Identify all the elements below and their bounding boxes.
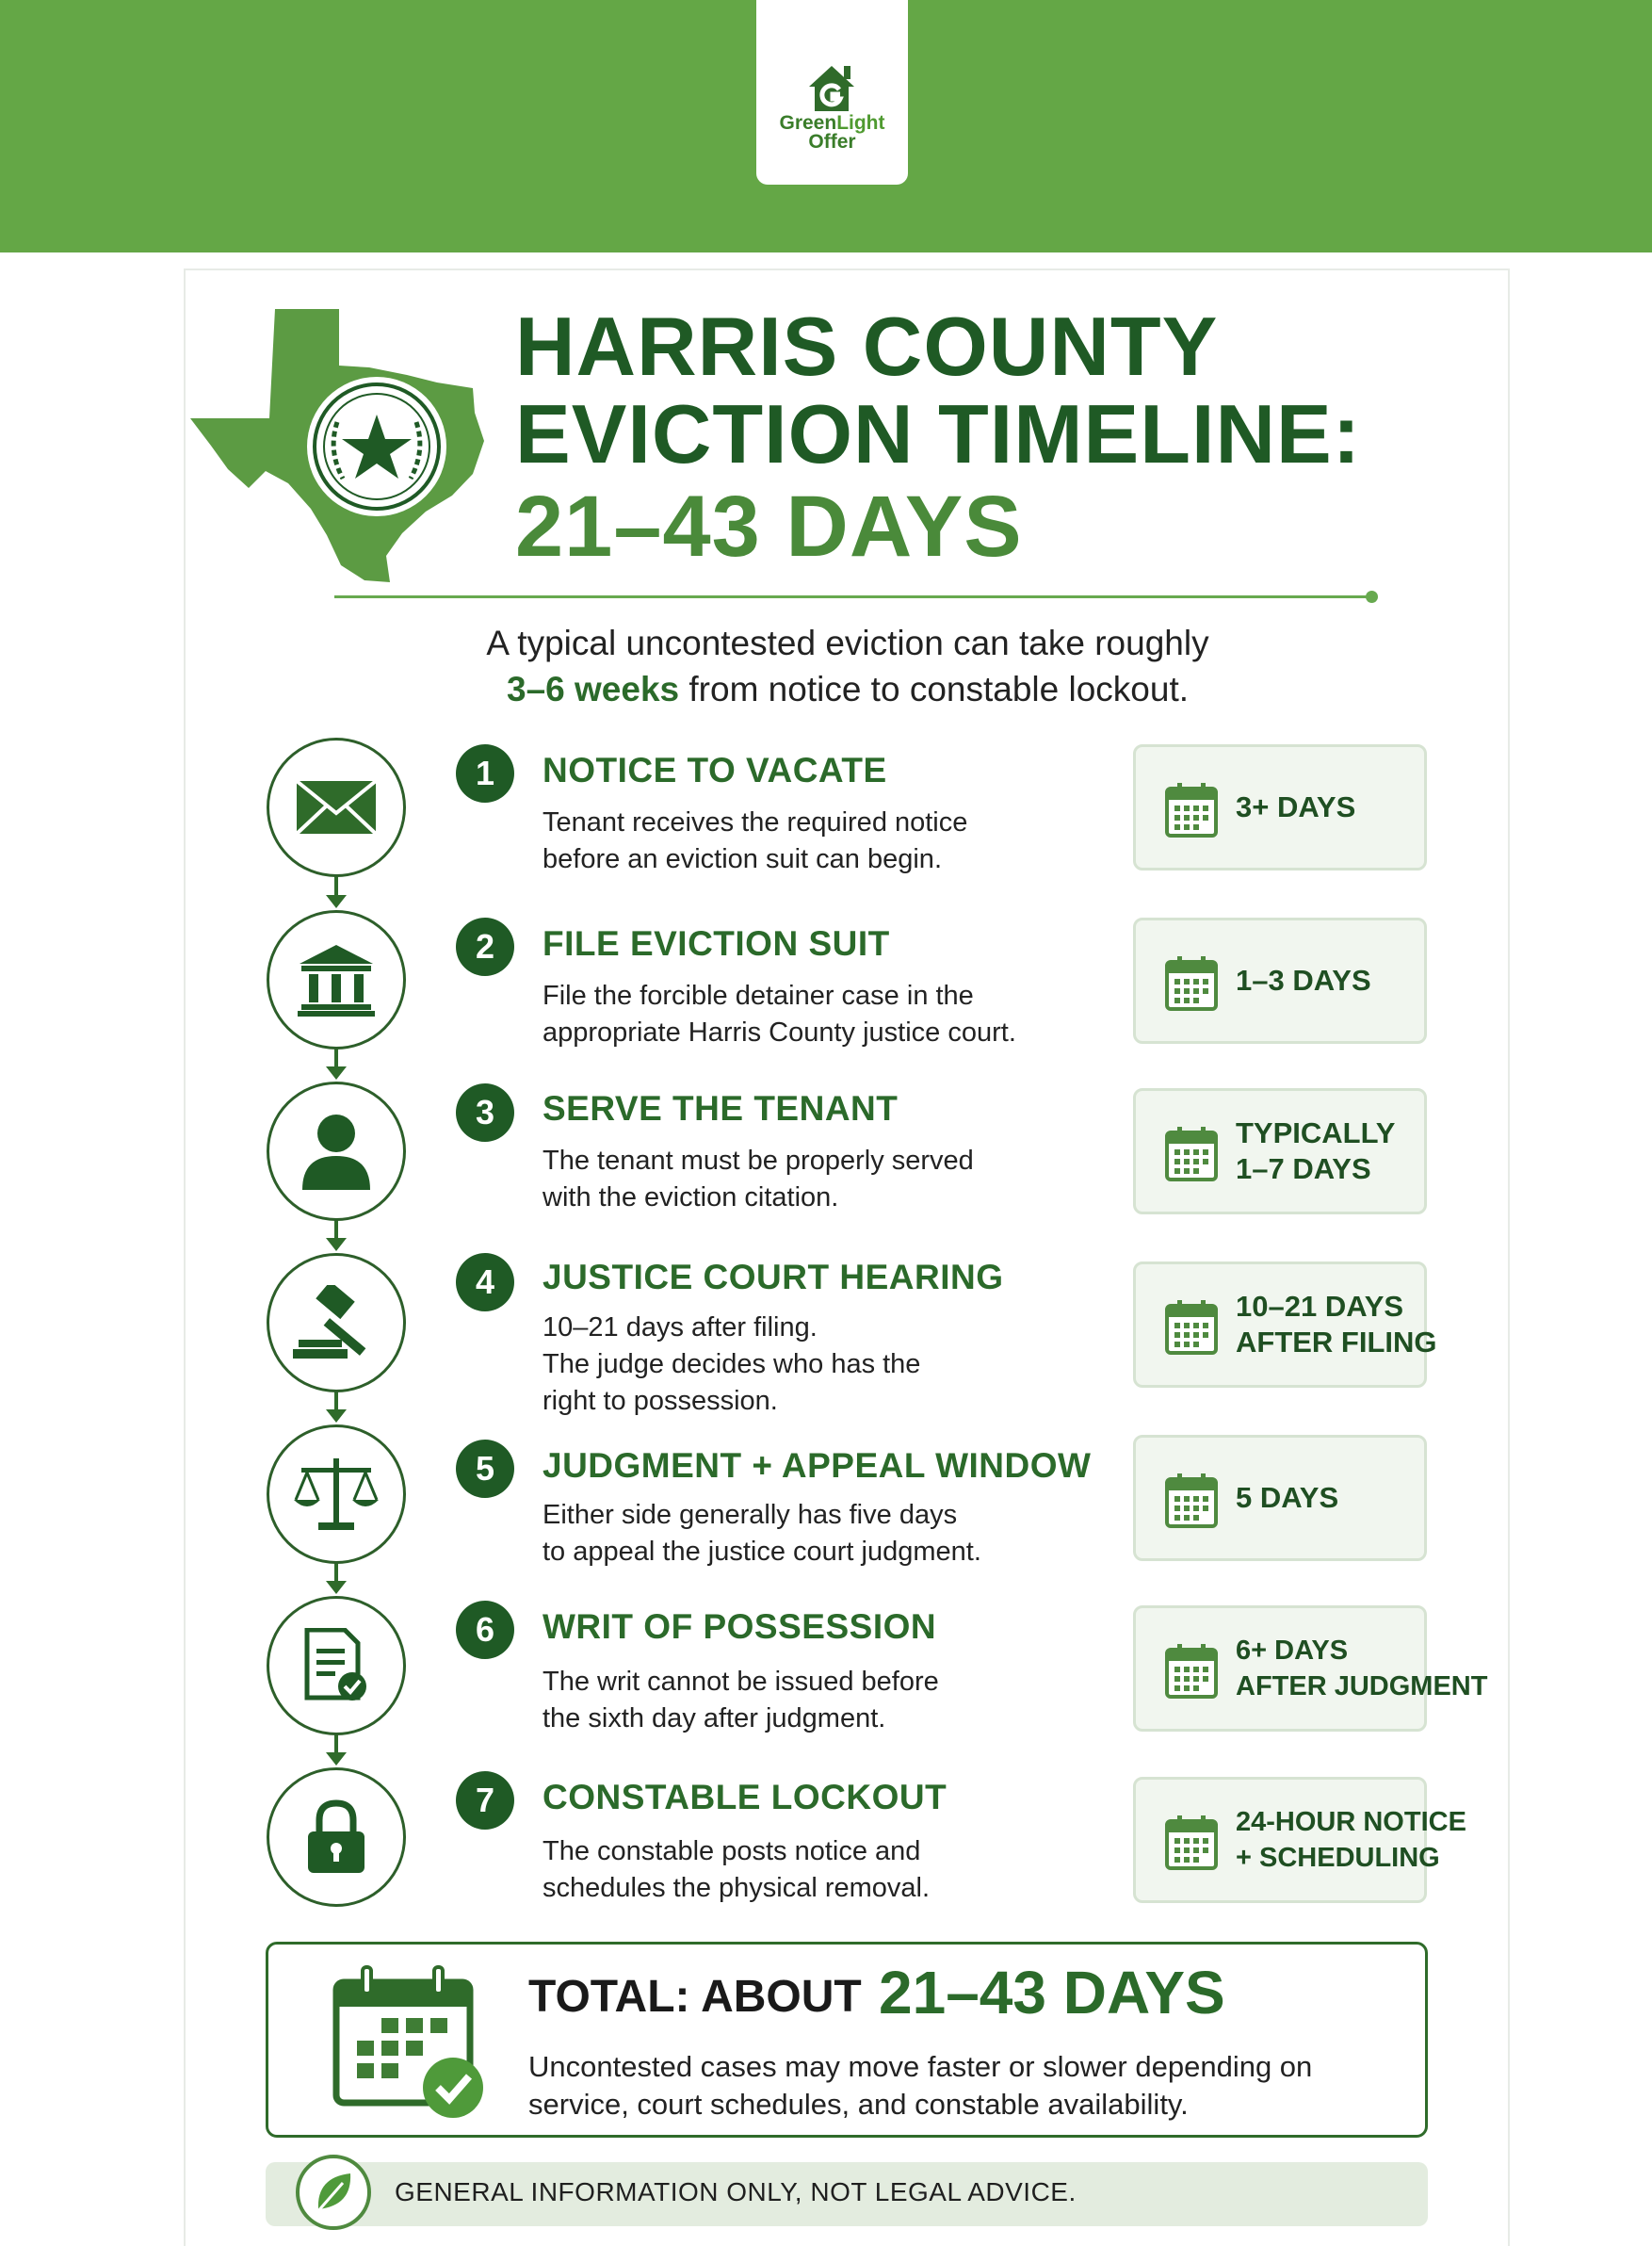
padlock-icon (306, 1799, 366, 1875)
duration-line: 1–3 DAYS (1236, 964, 1371, 997)
envelope-icon (295, 779, 378, 836)
step-1-icon-circle (267, 738, 406, 877)
step-5-duration (1133, 1435, 1427, 1561)
texas-seal-icon (190, 309, 492, 587)
duration-text (1236, 1091, 1395, 1212)
step-2-number: 2 (456, 918, 514, 976)
duration-text (1236, 1264, 1437, 1385)
step-1-desc-line: before an eviction suit can begin. (543, 844, 942, 874)
disclaimer-bar (266, 2162, 1428, 2226)
rail-arrow-head (326, 1752, 347, 1766)
step-7-icon-circle (267, 1767, 406, 1907)
total-value: 21–43 DAYS (879, 1959, 1225, 2026)
brand-logo (756, 0, 908, 185)
disclaimer-text: GENERAL INFORMATION ONLY, NOT LEGAL ADVICE. (395, 2177, 1077, 2206)
rail-arrow-head (326, 1066, 347, 1080)
calendar-icon (1164, 1642, 1219, 1701)
duration-text (1236, 1780, 1466, 1900)
calendar-icon (1164, 1125, 1219, 1183)
step-5-title: JUDGMENT + APPEAL WINDOW (543, 1446, 1092, 1485)
duration-line: 6+ DAYS (1236, 1636, 1349, 1666)
calendar-icon (1164, 1814, 1219, 1872)
document-check-icon (303, 1628, 369, 1703)
step-5-number: 5 (456, 1440, 514, 1498)
step-6-title: WRIT OF POSSESSION (543, 1607, 937, 1646)
calendar-icon (1164, 1472, 1219, 1530)
calendar-icon (1164, 781, 1219, 839)
step-6-number: 6 (456, 1601, 514, 1659)
intro-line-1: A typical uncontested eviction can take roughly (486, 624, 1209, 662)
logo-line-2: Offer (808, 131, 856, 153)
house-g-icon (802, 58, 863, 115)
duration-line: AFTER JUDGMENT (1236, 1671, 1488, 1701)
step-2-icon-circle (267, 910, 406, 1050)
step-7-desc-line: The constable posts notice and (543, 1836, 921, 1866)
duration-line: 24-HOUR NOTICE (1236, 1807, 1466, 1837)
step-6-icon-circle (267, 1596, 406, 1735)
duration-text (1236, 1608, 1487, 1729)
step-7-desc-line: schedules the physical removal. (543, 1873, 931, 1903)
duration-text (1236, 920, 1371, 1041)
calendar-icon (1164, 1298, 1219, 1357)
total-label: TOTAL: ABOUT (528, 1972, 862, 2022)
step-6-desc-line: the sixth day after judgment. (543, 1703, 886, 1733)
step-4-duration (1133, 1261, 1437, 1388)
duration-line: 10–21 DAYS (1236, 1290, 1404, 1323)
duration-line: 3+ DAYS (1236, 790, 1356, 823)
intro-line-2: 3–6 weeks from notice to constable lockout. (507, 670, 1189, 708)
rail-arrow-head (326, 895, 347, 908)
step-3-desc-line: with the eviction citation. (543, 1182, 839, 1213)
step-6-desc-line: The writ cannot be issued before (543, 1667, 939, 1697)
step-5-desc-line: to appeal the justice court judgment. (543, 1537, 981, 1567)
courthouse-icon (298, 943, 375, 1017)
calendar-check-icon (332, 1965, 485, 2122)
scales-icon (294, 1455, 379, 1534)
step-1-duration (1133, 744, 1427, 871)
step-1-number: 1 (456, 744, 514, 803)
calendar-icon (1164, 954, 1219, 1013)
duration-line: + SCHEDULING (1236, 1843, 1440, 1873)
duration-line: TYPICALLY (1236, 1116, 1396, 1149)
duration-text (1236, 1438, 1338, 1558)
leaf-icon (294, 2153, 373, 2232)
step-2-duration (1133, 918, 1427, 1044)
page-title-line-2: EVICTION TIMELINE: (515, 387, 1361, 480)
step-4-desc-line: 10–21 days after filing. (543, 1312, 818, 1343)
step-4-number: 4 (456, 1253, 514, 1311)
step-3-desc-line: The tenant must be properly served (543, 1146, 974, 1176)
duration-line: 5 DAYS (1236, 1481, 1339, 1514)
duration-line: 1–7 DAYS (1236, 1152, 1371, 1185)
duration-text (1236, 747, 1355, 868)
page-title-line-1: HARRIS COUNTY (515, 300, 1219, 393)
step-3-title: SERVE THE TENANT (543, 1089, 899, 1128)
title-divider-dot (1366, 591, 1378, 603)
rail-arrow-head (326, 1581, 347, 1594)
title-divider (334, 595, 1372, 598)
step-4-desc-line: right to possession. (543, 1386, 778, 1416)
rail-arrow-head (326, 1238, 347, 1251)
total-summary-box (266, 1942, 1428, 2138)
step-1-desc-line: Tenant receives the required notice (543, 807, 968, 838)
step-2-title: FILE EVICTION SUIT (543, 924, 890, 963)
step-5-icon-circle (267, 1424, 406, 1564)
step-3-icon-circle (267, 1082, 406, 1221)
step-4-title: JUSTICE COURT HEARING (543, 1258, 1004, 1296)
total-note-line-1: Uncontested cases may move faster or slower depending on (528, 2050, 1313, 2083)
duration-line: AFTER FILING (1236, 1326, 1437, 1359)
rail-arrow-head (326, 1409, 347, 1423)
step-2-desc-line: File the forcible detainer case in the (543, 981, 974, 1011)
step-1-title: NOTICE TO VACATE (543, 751, 887, 789)
step-3-duration (1133, 1088, 1427, 1214)
gavel-icon (291, 1285, 381, 1360)
page-title-days: 21–43 DAYS (515, 479, 1023, 575)
total-note-line-2: service, court schedules, and constable availability. (528, 2088, 1189, 2121)
step-7-title: CONSTABLE LOCKOUT (543, 1778, 947, 1816)
step-4-icon-circle (267, 1253, 406, 1392)
step-5-desc-line: Either side generally has five days (543, 1500, 958, 1530)
step-6-duration (1133, 1605, 1488, 1732)
step-2-desc-line: appropriate Harris County justice court. (543, 1017, 1016, 1048)
step-7-duration (1133, 1777, 1466, 1903)
person-icon (300, 1113, 372, 1190)
step-4-desc-line: The judge decides who has the (543, 1349, 921, 1379)
step-3-number: 3 (456, 1083, 514, 1142)
step-7-number: 7 (456, 1771, 514, 1830)
logo-line-1: GreenLight (779, 112, 885, 134)
